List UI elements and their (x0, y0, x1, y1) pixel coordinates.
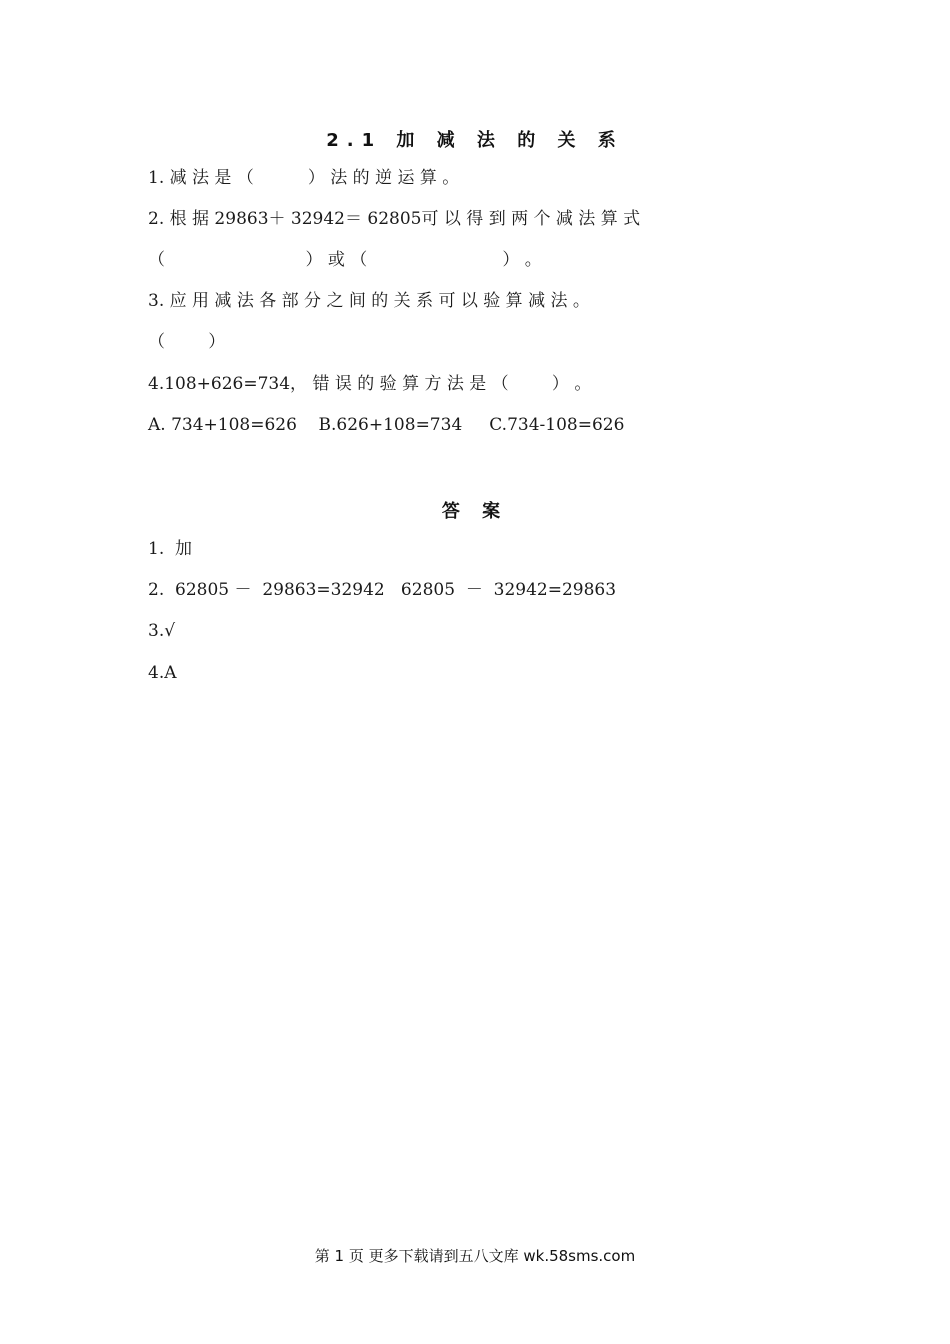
answer-3: 3.√ (148, 621, 176, 641)
question-4-options: A. 734+108=626 B.626+108=734 C.734-108=626 (148, 415, 625, 435)
question-3-line-1: 3. 应 用 减 法 各 部 分 之 间 的 关 系 可 以 验 算 减 法 。 (148, 291, 590, 311)
question-1: 1. 减 法 是 （ ） 法 的 逆 运 算 。 (148, 168, 460, 188)
question-2-line-2: （ ） 或 （ ） 。 (148, 250, 542, 270)
page-title: 2.1 加 减 法 的 关 系 (326, 130, 624, 151)
question-3-line-2: （ ） (148, 332, 226, 352)
page-footer: 第 1 页 更多下载请到五八文库 wk.58sms.com (314, 1247, 636, 1265)
answer-1: 1. 加 (148, 539, 193, 559)
answer-title: 答 案 (441, 501, 509, 522)
question-2-line-1: 2. 根 据 29863＋ 32942＝ 62805可 以 得 到 两 个 减 法 算 式 (148, 209, 641, 229)
answer-4: 4.A (148, 663, 177, 683)
answer-2: 2. 62805 － 29863=32942 62805 － 32942=29863 (148, 580, 617, 600)
question-4: 4.108+626=734， 错 误 的 验 算 方 法 是 （ ） 。 (148, 374, 592, 394)
